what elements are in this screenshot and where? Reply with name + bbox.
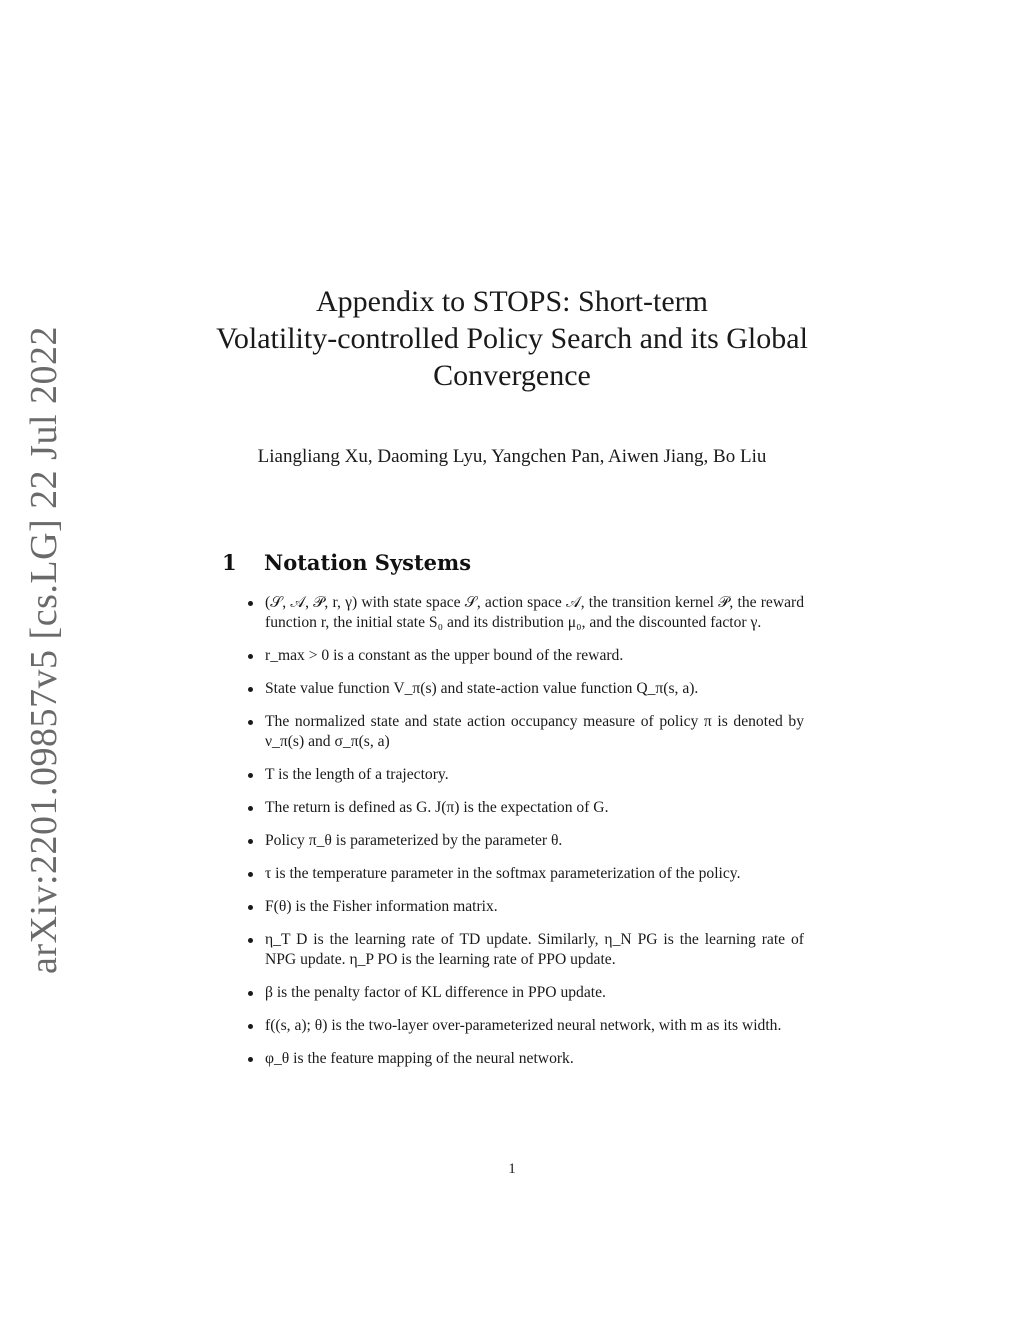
bullet-icon — [248, 806, 253, 811]
bullet-icon — [248, 839, 253, 844]
list-item-text: The normalized state and state action occupancy measure of policy π is denoted by ν_π(s) and σ_π(s, a) — [265, 713, 804, 750]
bullet-icon — [248, 687, 253, 692]
list-item — [244, 930, 804, 970]
list-item — [244, 1016, 804, 1036]
list-item-text: The return is defined as G. J(π) is the expectation of G. — [265, 799, 609, 816]
list-item-text: T is the length of a trajectory. — [265, 766, 449, 783]
list-item-text: Policy π_θ is parameterized by the parameter θ. — [265, 832, 563, 849]
list-item — [244, 798, 804, 818]
list-item-text: (𝒮, 𝒜, 𝒫, r, γ) with state space 𝒮, action space 𝒜, the transition kernel 𝒫, the reward function r, the initial state S₀ and its distribution μ₀, and the discounted factor γ. — [265, 594, 804, 631]
bullet-icon — [248, 991, 253, 996]
list-item — [244, 765, 804, 785]
author-list: Liangliang Xu, Daoming Lyu, Yangchen Pan, Aiwen Jiang, Bo Liu — [257, 446, 767, 467]
list-item-text: τ is the temperature parameter in the softmax parameterization of the policy. — [265, 865, 741, 882]
list-item-text: F(θ) is the Fisher information matrix. — [265, 898, 498, 915]
bullet-icon — [248, 601, 253, 606]
bullet-icon — [248, 872, 253, 877]
bullet-icon — [248, 1057, 253, 1062]
list-item — [244, 646, 804, 666]
list-item — [244, 1049, 804, 1069]
list-item — [244, 831, 804, 851]
bullet-icon — [248, 1024, 253, 1029]
section-title: Notation Systems — [264, 550, 472, 575]
title-line-2: Volatility-controlled Policy Search and its Global — [216, 322, 808, 355]
list-item-text: f((s, a); θ) is the two-layer over-parameterized neural network, with m as its width. — [265, 1017, 782, 1034]
list-item — [244, 897, 804, 917]
list-item-text: State value function V_π(s) and state-action value function Q_π(s, a). — [265, 680, 699, 697]
list-item — [244, 679, 804, 699]
bullet-icon — [248, 938, 253, 943]
section-heading — [222, 550, 471, 575]
bullet-icon — [248, 773, 253, 778]
list-item-text: β is the penalty factor of KL difference in PPO update. — [265, 984, 606, 1001]
list-item-text: η_T D is the learning rate of TD update. Similarly, η_N PG is the learning rate of NPG update. η_P PO is the learning rate of PPO update. — [265, 931, 804, 968]
title-line-1: Appendix to STOPS: Short-term — [316, 285, 708, 318]
list-item — [244, 864, 804, 884]
bullet-icon — [248, 654, 253, 659]
list-item — [244, 983, 804, 1003]
page-number: 1 — [508, 1161, 516, 1177]
list-item-text: r_max > 0 is a constant as the upper bound of the reward. — [265, 647, 624, 664]
bullet-icon — [248, 905, 253, 910]
list-item — [244, 593, 804, 633]
title-line-3: Convergence — [433, 359, 591, 392]
bullet-icon — [248, 720, 253, 725]
paper-title — [200, 283, 824, 394]
list-item — [244, 712, 804, 752]
section-number: 1 — [222, 550, 237, 575]
notation-list — [244, 593, 804, 1082]
arxiv-identifier-stamp: arXiv:2201.09857v5 [cs.LG] 22 Jul 2022 — [23, 325, 65, 975]
list-item-text: φ_θ is the feature mapping of the neural network. — [265, 1050, 574, 1067]
